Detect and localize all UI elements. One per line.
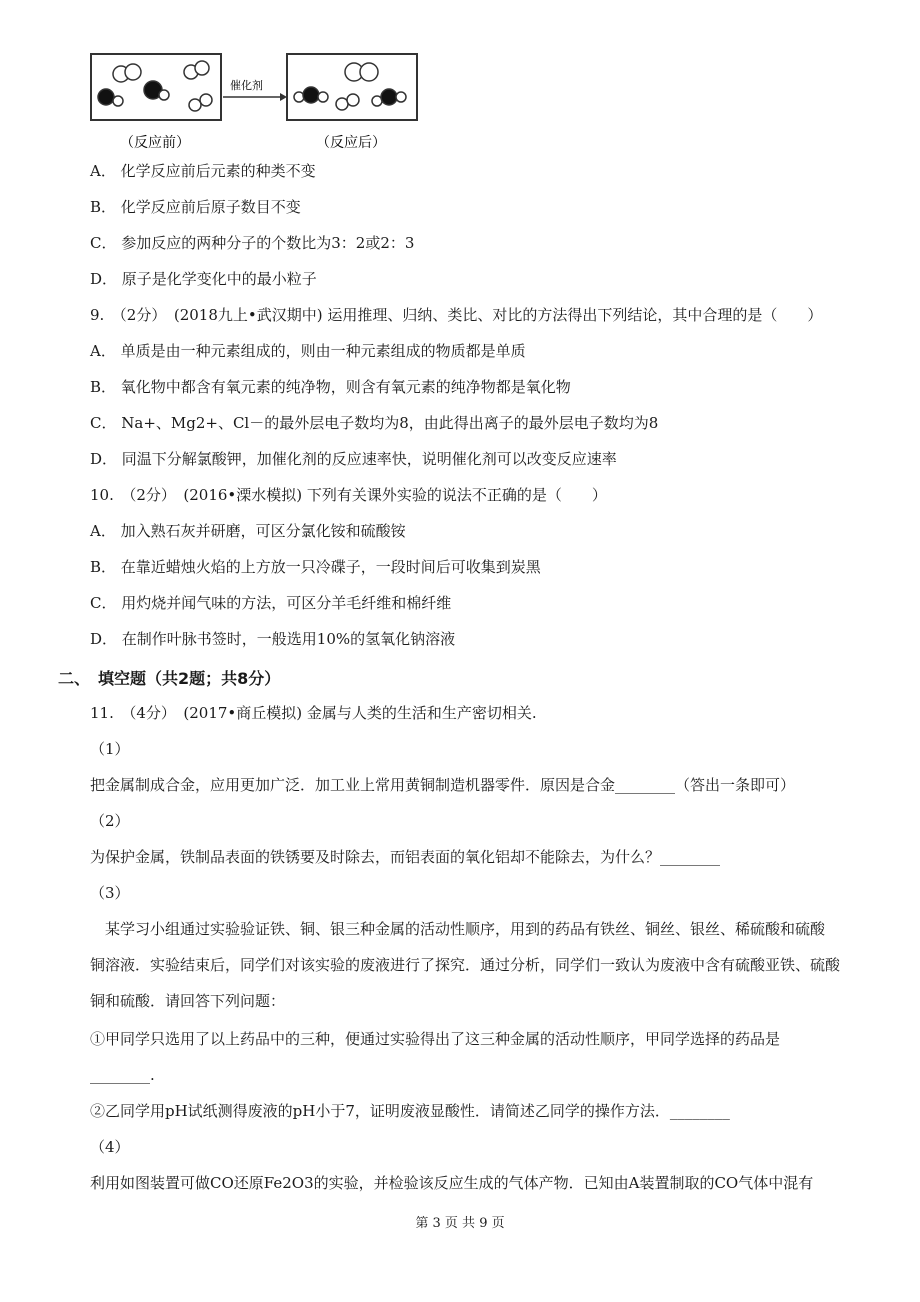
q10-option-c: C． 用灼烧并闻气味的方法，可区分羊毛纤维和棉纤维: [90, 594, 452, 612]
q11-part3-sub1-line1: ①甲同学只选用了以上药品中的三种，便通过实验得出了这三种金属的活动性顺序，甲同学选择的药品是: [90, 1030, 781, 1048]
q8-option-d: D． 原子是化学变化中的最小粒子: [90, 270, 317, 288]
q8-option-c: C． 参加反应的两种分子的个数比为3：2或2：3: [90, 234, 415, 252]
catalyst-label: 催化剂: [230, 79, 263, 92]
q11-part3-line2: 铜溶液．实验结束后，同学们对该实验的废液进行了探究．通过分析，同学们一致认为废液中含有硫酸亚铁、硫酸: [90, 956, 841, 974]
q11-part3-number: （3）: [90, 884, 130, 902]
q11-part2-text: 为保护金属，铁制品表面的铁锈要及时除去，而铝表面的氧化铝却不能除去，为什么？________: [90, 848, 721, 866]
q11-part3-sub2: ②乙同学用pH试纸测得废液的pH小于7，证明废液显酸性．请简述乙同学的操作方法．________: [90, 1102, 730, 1120]
q9-option-a: A． 单质是由一种元素组成的，则由一种元素组成的物质都是单质: [90, 342, 526, 360]
q9-option-d: D． 同温下分解氯酸钾，加催化剂的反应速率快，说明催化剂可以改变反应速率: [90, 450, 617, 468]
q10-option-a: A． 加入熟石灰并研磨，可区分氯化铵和硫酸铵: [90, 522, 406, 540]
q9-option-c: C． Na+、Mg2+、Cl－的最外层电子数均为8，由此得出离子的最外层电子数均为8: [90, 414, 659, 432]
section-heading: 二、 填空题（共2题；共8分）: [58, 669, 281, 688]
after-caption: （反应后）: [316, 135, 386, 151]
q11-part1-number: （1）: [90, 740, 130, 758]
q11-part3-sub1-line2: ________.: [90, 1066, 155, 1084]
q11-stem: 11. （4分） (2017•商丘模拟) 金属与人类的生活和生产密切相关.: [90, 704, 537, 722]
q9-option-b: B． 氧化物中都含有氧元素的纯净物，则含有氧元素的纯净物都是氧化物: [90, 378, 571, 396]
q8-option-b: B． 化学反应前后原子数目不变: [90, 198, 301, 216]
q11-part2-number: （2）: [90, 812, 130, 830]
q10-option-d: D． 在制作叶脉书签时，一般选用10%的氢氧化钠溶液: [90, 630, 456, 648]
q10-option-b: B． 在靠近蜡烛火焰的上方放一只冷碟子，一段时间后可收集到炭黑: [90, 558, 541, 576]
q9-stem: 9. （2分） (2018九上•武汉期中) 运用推理、归纳、类比、对比的方法得出下列结论，其中合理的是（ ）: [90, 306, 823, 324]
q11-part1-text: 把金属制成合金，应用更加广泛．加工业上常用黄铜制造机器零件．原因是合金________（答出一条即可）: [90, 776, 796, 794]
q11-part3-line3: 铜和硫酸．请回答下列问题：: [90, 992, 286, 1010]
q8-option-a: A． 化学反应前后元素的种类不变: [90, 162, 316, 180]
q11-part3-line1: 某学习小组通过实验验证铁、铜、银三种金属的活动性顺序，用到的药品有铁丝、铜丝、银丝、稀硫酸和硫酸: [90, 920, 826, 938]
before-caption: （反应前）: [120, 135, 190, 151]
q10-stem: 10. （2分） (2016•溧水模拟) 下列有关课外实验的说法不正确的是（ ）: [90, 486, 607, 504]
arrow-head: [280, 93, 287, 101]
page-footer: 第 3 页 共 9 页: [415, 1216, 505, 1231]
q11-part4-number: （4）: [90, 1138, 130, 1156]
q11-part4-text: 利用如图装置可做CO还原Fe2O3的实验，并检验该反应生成的气体产物．已知由A装置制取的CO气体中混有: [90, 1174, 814, 1192]
reaction-diagram-svg: [90, 52, 430, 157]
reaction-diagram: [90, 52, 430, 161]
